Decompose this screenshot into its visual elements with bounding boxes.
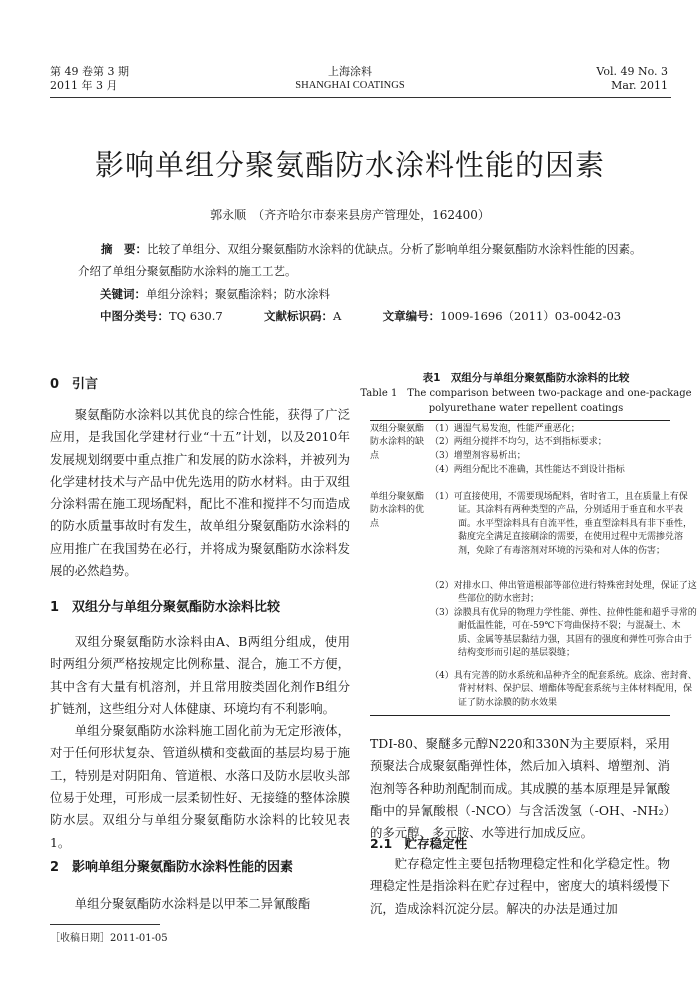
header-rule	[50, 97, 671, 98]
comparison-paragraph-2: 单组分聚氨酯防水涂料施工固化前为无定形液体，对于任何形状复杂、管道纵横和变截面的基层均易于施工，特别是对阴阳角、管道根、水落口及防水层收头部位易于处理，可形成一层柔韧性好、无接缝的整体涂膜防水层。双组分与单组分聚氨酯防水涂料的比较见表1。	[50, 723, 350, 850]
header-journal-en: SHANGHAI COATINGS	[295, 80, 405, 91]
table-top-rule	[370, 420, 670, 421]
table-item: （3）增塑剂容易析出；	[430, 451, 526, 461]
footnote-rule	[50, 924, 160, 925]
comparison-paragraph-1: 双组分聚氨酯防水涂料由A、B两组分组成，使用时两组分须严格按规定比例称量、混合，施工不方便，其中含有大量有机溶剂，并且常用胺类固化剂作B组分扩链剂，这些组分对人体健康、环境均有不利影响。	[50, 634, 350, 716]
abstract-text: 比较了单组分、双组分聚氨酯防水涂料的优缺点。分析了影响单组分聚氨酯防水涂料性能的因素。介绍了单组分聚氨酯防水涂料的施工工艺。	[78, 242, 642, 278]
table-item: （4）两组分配比不准确，其性能达不到设计指标	[430, 465, 625, 475]
table-item: （1）遇湿气易发泡，性能严重恶化；	[430, 424, 580, 434]
table-caption-en-1: Table 1 The comparison between two-package and one-package	[360, 388, 692, 399]
table-row-label-advantages: 单组分聚氨酯防水涂料的优点	[370, 492, 425, 529]
section-0-heading: 0 引言	[50, 377, 99, 392]
table-item: （2）两组分搅拌不均匀，达不到指标要求；	[430, 437, 607, 447]
storage-body	[370, 853, 670, 920]
section-1-body	[50, 631, 350, 854]
header-date-en: Mar. 2011	[611, 79, 668, 92]
table-item: （1）可直接使用，不需要现场配料，省时省工，且在质量上有保证。其涂料有两种类型的产品，分别适用于垂直和水平表面。水平型涂料具有自流平性，垂直型涂料具有非下垂性，黏度完全满足直接刷涂的需要，在使用过程中无需掺兑溶剂，免除了有毒溶剂对环境的污染和对人体的伤害；	[430, 492, 693, 556]
table-caption-cn-text: 表1 双组分与单组分聚氨酯防水涂料的比较	[422, 372, 630, 384]
table-caption-cn	[366, 371, 686, 385]
table-item: （4）具有完善的防水系统和品种齐全的配套系统。底涂、密封膏、背衬材料、保护层、增酯体等配套系统与主体材料配用，保证了防水涂膜的防水效果	[430, 671, 697, 708]
keywords-label: 关键词：	[100, 287, 146, 301]
clc-value: TQ 630.7	[169, 309, 223, 323]
article-number-value: 1009-1696（2011）03-0042-03	[440, 309, 622, 323]
abstract-label: 摘 要：	[101, 242, 147, 256]
table-row-label-disadvantages: 双组分聚氨酯防水涂料的缺点	[370, 424, 425, 461]
header-volume-cn: 第 49 卷第 3 期	[50, 65, 129, 78]
header-journal-cn: 上海涂料	[328, 65, 372, 78]
section-2-body	[50, 893, 350, 915]
doc-code-label: 文献标识码：	[264, 309, 333, 323]
section-2-1-heading: 2.1 贮存稳定性	[370, 836, 468, 851]
table-bottom-rule	[370, 715, 670, 716]
clc-label: 中图分类号：	[100, 309, 169, 323]
section-2-heading: 2 影响单组分聚氨酯防水涂料性能的因素	[50, 860, 294, 875]
header-date-cn: 2011 年 3 月	[50, 79, 118, 92]
header-volume-en: Vol. 49 No. 3	[596, 65, 668, 78]
keywords-text: 单组分涂料；聚氨酯涂料；防水涂料	[146, 287, 330, 301]
article-number-label: 文章编号：	[382, 309, 441, 323]
intro-body	[50, 404, 350, 582]
intro-paragraph: 聚氨酯防水涂料以其优良的综合性能，获得了广泛应用，是我国化学建材行业“十五”计划，以及2010年发展规划纲要中重点推广和发展的防水涂料，并被列为化学建材技术与产品中优先选用的防水材料。由于双组分涂料需在施工现场配料，配比不准和搅拌不匀而造成的防水质量事故时有发生，故单组分聚氨酯防水涂料的应用推广在我国势在必行，并将成为聚氨酯防水涂料发展的必然趋势。	[50, 407, 350, 579]
table-item: （3）涂膜具有优异的物理力学性能、弹性、拉伸性能和超乎寻常的耐低温性能，可在-59℃下弯曲保持不裂；与混凝土、木质、金属等基层黏结力强，其固有的强度和弹性可弥合由于结构变形而引起的基层裂缝；	[430, 608, 697, 659]
abstract	[78, 238, 644, 282]
paper-title: 影响单组分聚氨酯防水涂料性能的因素	[94, 148, 605, 182]
section-2-paragraph: 单组分聚氨酯防水涂料是以甲苯二异氰酸酯	[74, 896, 311, 911]
keywords	[100, 284, 666, 304]
right-column-body	[370, 733, 670, 844]
received-date: ［收稿日期］2011-01-05	[50, 933, 168, 944]
continuation-paragraph: TDI-80、聚醚多元醇N220和330N为主要原料，采用预聚法合成聚氨酯弹性体，然后加入填料、增塑剂、消泡剂等各种助剂配制而成。其成膜的基本原理是异氰酸酯中的异氰酸根（-NCO）与含活泼氢（-OH、-NH₂）的多元醇、多元胺、水等进行加成反应。	[370, 736, 670, 841]
author-affiliation: 郭永顺 （齐齐哈尔市泰来县房产管理处，162400）	[210, 208, 490, 222]
section-1-heading: 1 双组分与单组分聚氨酯防水涂料比较	[50, 600, 281, 615]
table-item: （2）对排水口、伸出管道根部等部位进行特殊密封处理，保证了这些部位的防水密封；	[430, 581, 697, 605]
storage-paragraph: 贮存稳定性主要包括物理稳定性和化学稳定性。物理稳定性是指涂料在贮存过程中，密度大的填料缓慢下沉，造成涂料沉淀分层。解决的办法是通过加	[370, 856, 670, 916]
table-caption-en-2: polyurethane water repellent coatings	[428, 403, 624, 414]
doc-code-value: A	[333, 309, 342, 323]
classification-line	[100, 306, 660, 326]
